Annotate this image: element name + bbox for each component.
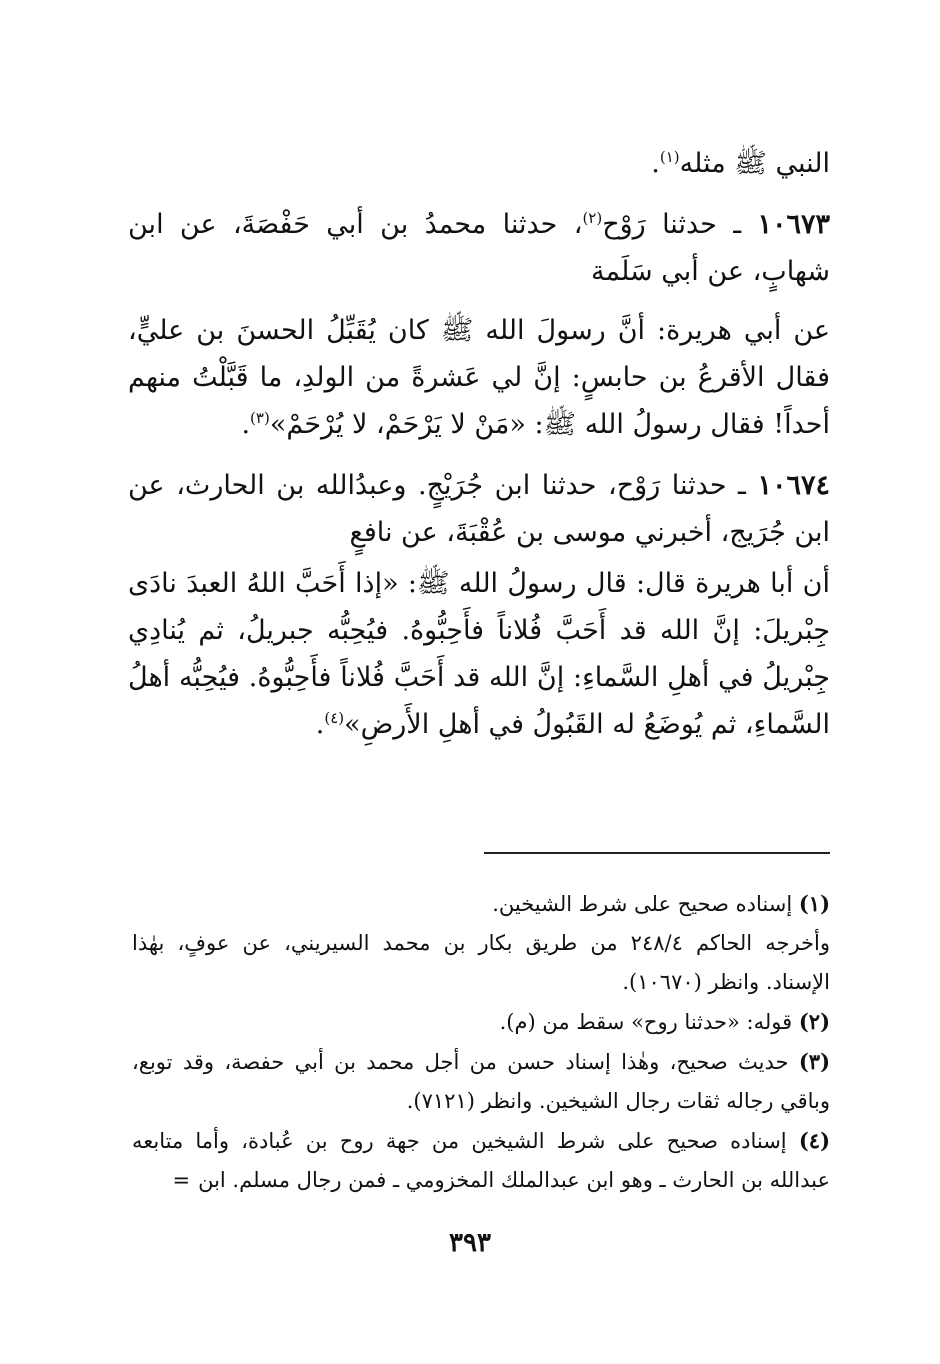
hadith-number: ١٠٦٧٤ bbox=[757, 470, 830, 501]
footnote-text: حديث صحيح، وهٰذا إسناد حسن من أجل محمد بن أبي حفصة، وقد توبع، وباقي رجاله ثقات رجال الشيخين. وانظر (٧١٢١). bbox=[132, 1050, 830, 1113]
hadith-body: عن أبي هريرة: أنَّ رسولَ الله ﷺ كان يُقَبِّلُ الحسنَ بن عليٍّ، فقال الأقرعُ بن حابسٍ: إنَّ لي عَشرةً من الولدِ، ما قَبَّلْتُ منهم أحداً! فقال رسولُ الله ﷺ: «مَنْ لا يَرْحَمْ، لا يُرْحَمْ» bbox=[128, 315, 830, 440]
footnote-ref-3[interactable]: (٣) bbox=[250, 409, 270, 427]
footnote-4 bbox=[132, 1121, 830, 1200]
footnote-1-continuation bbox=[132, 924, 830, 1002]
footnote-ref-1[interactable]: (١) bbox=[659, 148, 680, 166]
hadith-chain-text: ـ حدثنا رَوْح bbox=[602, 209, 758, 240]
hadith-10674-chain bbox=[128, 462, 830, 556]
main-text bbox=[128, 140, 830, 748]
paragraph-end: . bbox=[315, 709, 325, 740]
footnote-text: إسناده صحيح على شرط الشيخين. bbox=[492, 892, 799, 916]
footnote-text: إسناده صحيح على شرط الشيخين من جهة روح بن عُبادة، وأما متابعه عبدالله بن الحارث ـ وهو ابن عبدالملك المخزومي ـ فمن رجال مسلم. ابن bbox=[132, 1129, 830, 1192]
hadith-10673-chain bbox=[128, 201, 830, 295]
paragraph-continuation bbox=[128, 140, 830, 187]
paragraph-end: . bbox=[241, 409, 251, 440]
footnote-divider bbox=[484, 852, 830, 854]
footnote-3 bbox=[132, 1042, 830, 1121]
footnote-mark: (١) bbox=[798, 891, 830, 916]
hadith-body: أن أبا هريرة قال: قال رسولُ الله ﷺ: «إذا أَحَبَّ اللهُ العبدَ نادَى جِبْريلَ: إنَّ الله قد أَحَبَّ فُلاناً فأَحِبُّوهُ. فيُحِبُّه جبريلُ، ثم يُنادِي جِبْريلُ في أهلِ السَّماءِ: إنَّ الله قد أَحَبَّ فُلاناً فأَحِبُّوهُ. فيُحِبُّه أهلُ السَّماءِ، ثم يُوضَعُ له القَبُولُ في أهلِ الأَرضِ» bbox=[128, 568, 830, 740]
footnote-1 bbox=[132, 884, 830, 924]
footnotes bbox=[132, 884, 830, 1200]
footnote-ref-4[interactable]: (٤) bbox=[324, 709, 345, 727]
footnote-mark: (٣) bbox=[798, 1049, 830, 1074]
hadith-number: ١٠٦٧٣ bbox=[757, 209, 830, 240]
hadith-10673-text bbox=[128, 307, 830, 448]
hadith-chain-text: ، حدثنا محمدُ بن أبي حَفْصَةَ، عن ابن شهابٍ، عن أبي سَلَمة bbox=[128, 209, 830, 287]
hadith-chain-text: ـ حدثنا رَوْح، حدثنا ابن جُرَيْجٍ. وعبدُالله بن الحارث، عن ابن جُرَيج، أخبرني موسى بن عُقْبَةَ، عن نافعٍ bbox=[128, 470, 830, 548]
paragraph-end: . bbox=[651, 148, 660, 179]
paragraph-text: النبي ﷺ مثله bbox=[679, 148, 830, 179]
page-number: ٣٩٣ bbox=[449, 1228, 491, 1258]
footnote-text: وأخرجه الحاكم ٢٤٨/٤ من طريق بكار بن محمد السيريني، عن عوفٍ، بهٰذا الإسناد. وانظر (١٠٦٧٠). bbox=[132, 931, 830, 994]
footnote-ref-2[interactable]: (٢) bbox=[582, 209, 603, 227]
continuation-mark: = bbox=[172, 1168, 191, 1192]
footnote-mark: (٢) bbox=[798, 1009, 830, 1034]
footnote-2 bbox=[132, 1002, 830, 1042]
footnote-text: قوله: «حدثنا روح» سقط من (م). bbox=[499, 1010, 799, 1034]
footnote-mark: (٤) bbox=[798, 1128, 830, 1153]
hadith-10674-text bbox=[128, 560, 830, 748]
